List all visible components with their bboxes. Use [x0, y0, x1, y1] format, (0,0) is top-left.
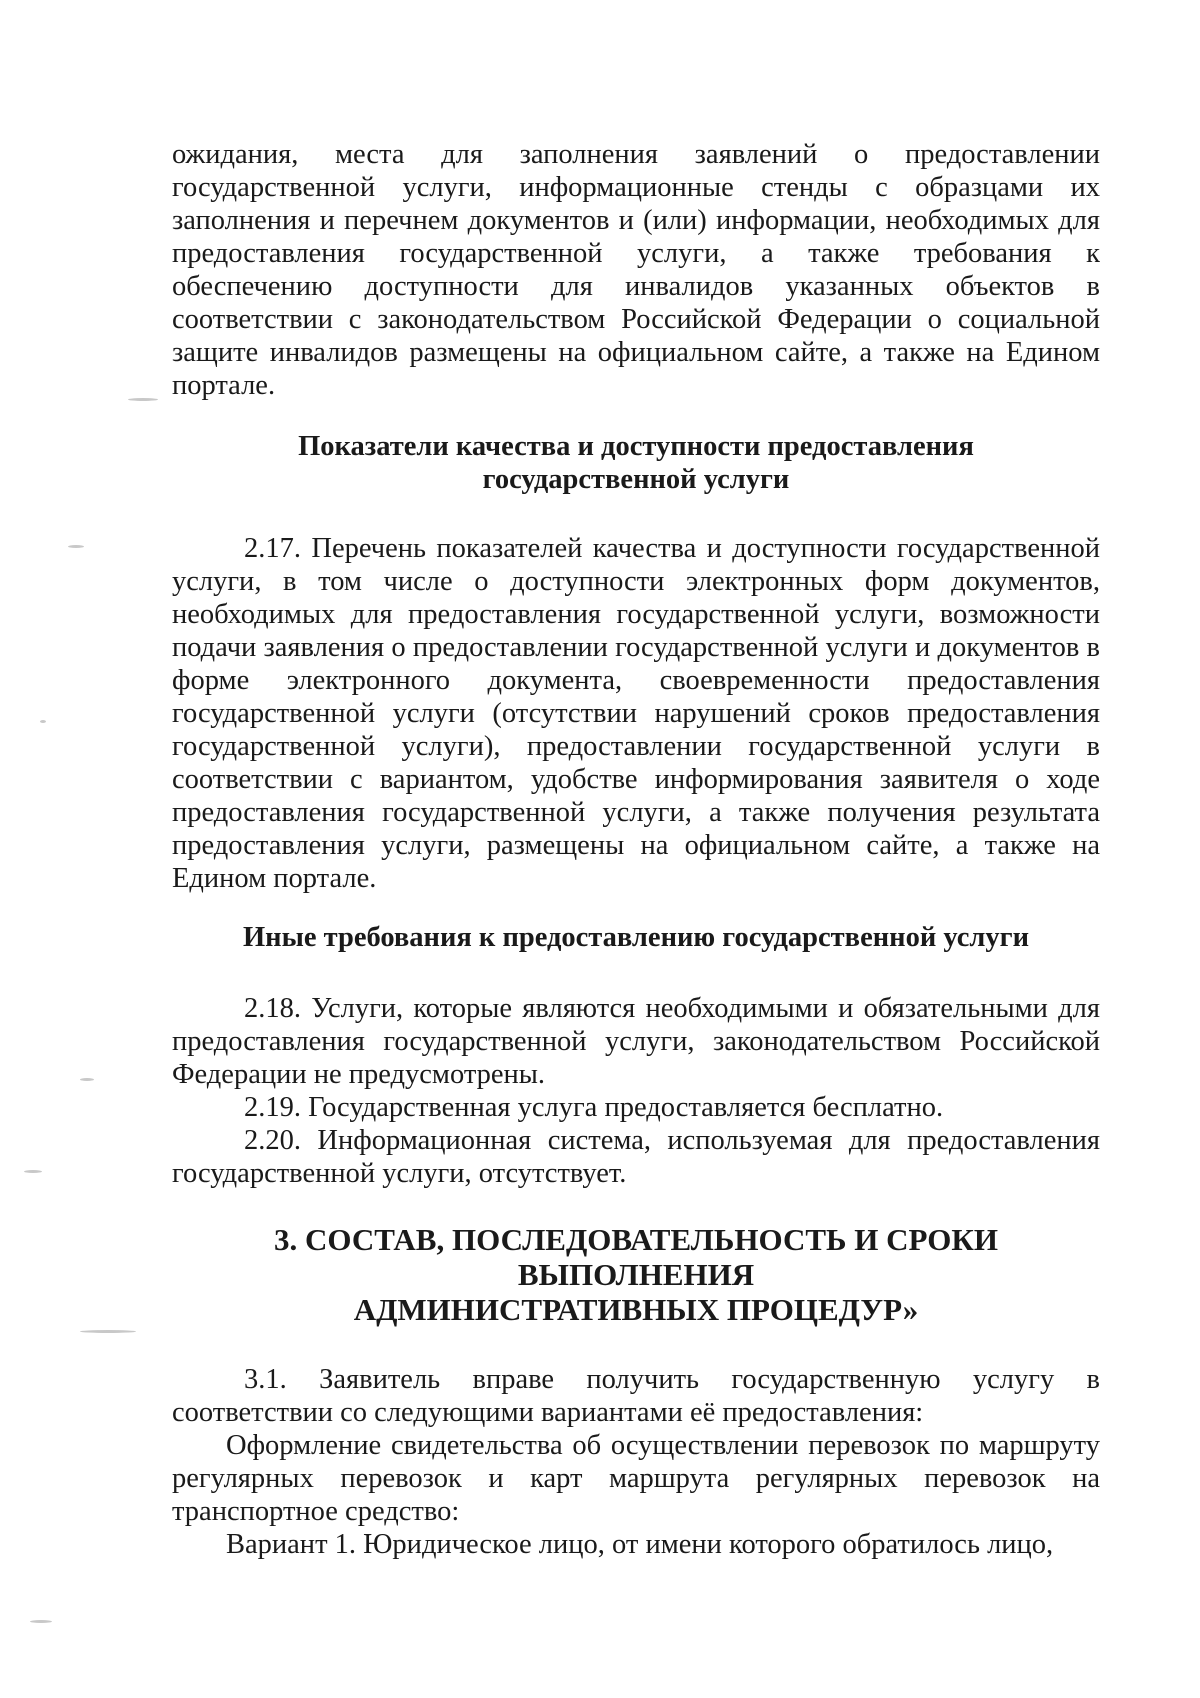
- paragraph-intro: ожидания, места для заполнения заявлений о предоставлении государственной услуги, информационные стенды с образцами их заполнения и перечнем документов и (или) информации, необходимых для предоставления государственной услуги, а также требования к обеспечению доступности для инвалидов указанных объектов в соответствии с законодательством Российской Федерации о социальной защите инвалидов размещены на официальном сайте, а также на Едином портале.: [172, 139, 1100, 401]
- document-body: [172, 138, 1100, 1561]
- heading-quality-line1: Показатели качества и доступности предоставления: [298, 431, 974, 462]
- heading-section-3-line1: 3. СОСТАВ, ПОСЛЕДОВАТЕЛЬНОСТЬ И СРОКИ ВЫПОЛНЕНИЯ: [274, 1222, 998, 1292]
- paragraph-3-1: 3.1. Заявитель вправе получить государственную услугу в соответствии со следующими вариантами её предоставления:: [172, 1364, 1100, 1428]
- paragraph-2-19: 2.19. Государственная услуга предоставляется бесплатно.: [244, 1092, 944, 1123]
- scan-speck: [40, 720, 46, 723]
- heading-other-requirements: Иные требования к предоставлению государственной услуги: [243, 922, 1029, 953]
- heading-quality-indicators: [172, 430, 1100, 496]
- heading-section-3: [172, 1222, 1100, 1327]
- scan-speck: [128, 398, 158, 401]
- scan-speck: [30, 1620, 52, 1623]
- paragraph-variant-intro: Оформление свидетельства об осуществлении перевозок по маршруту регулярных перевозок и карт маршрута регулярных перевозок на транспортное средство:: [172, 1430, 1100, 1527]
- paragraph-2-18: 2.18. Услуги, которые являются необходимыми и обязательными для предоставления государственной услуги, законодательством Российской Федерации не предусмотрены.: [172, 993, 1100, 1090]
- heading-quality-line2: государственной услуги: [482, 464, 790, 495]
- scan-speck: [68, 545, 84, 548]
- scan-speck: [24, 1170, 42, 1173]
- paragraph-variant-1: Вариант 1. Юридическое лицо, от имени которого обратилось лицо,: [226, 1529, 1054, 1560]
- scan-speck: [80, 1078, 94, 1081]
- paragraph-2-20: 2.20. Информационная система, используемая для предоставления государственной услуги, отсутствует.: [172, 1125, 1100, 1189]
- paragraph-2-17: 2.17. Перечень показателей качества и доступности государственной услуги, в том числе о доступности электронных форм документов, необходимых для предоставления государственной услуги, возможности подачи заявления о предоставлении государственной услуги и документов в форме электронного документа, своевременности предоставления государственной услуги (отсутствии нарушений сроков предоставления государственной услуги), предоставлении государственной услуги в соответствии с вариантом, удобстве информирования заявителя о ходе предоставления государственной услуги, а также получения результата предоставления услуги, размещены на официальном сайте, а также на Едином портале.: [172, 533, 1100, 894]
- scan-speck: [80, 1330, 136, 1333]
- heading-section-3-line2: АДМИНИСТРАТИВНЫХ ПРОЦЕДУР»: [353, 1292, 919, 1327]
